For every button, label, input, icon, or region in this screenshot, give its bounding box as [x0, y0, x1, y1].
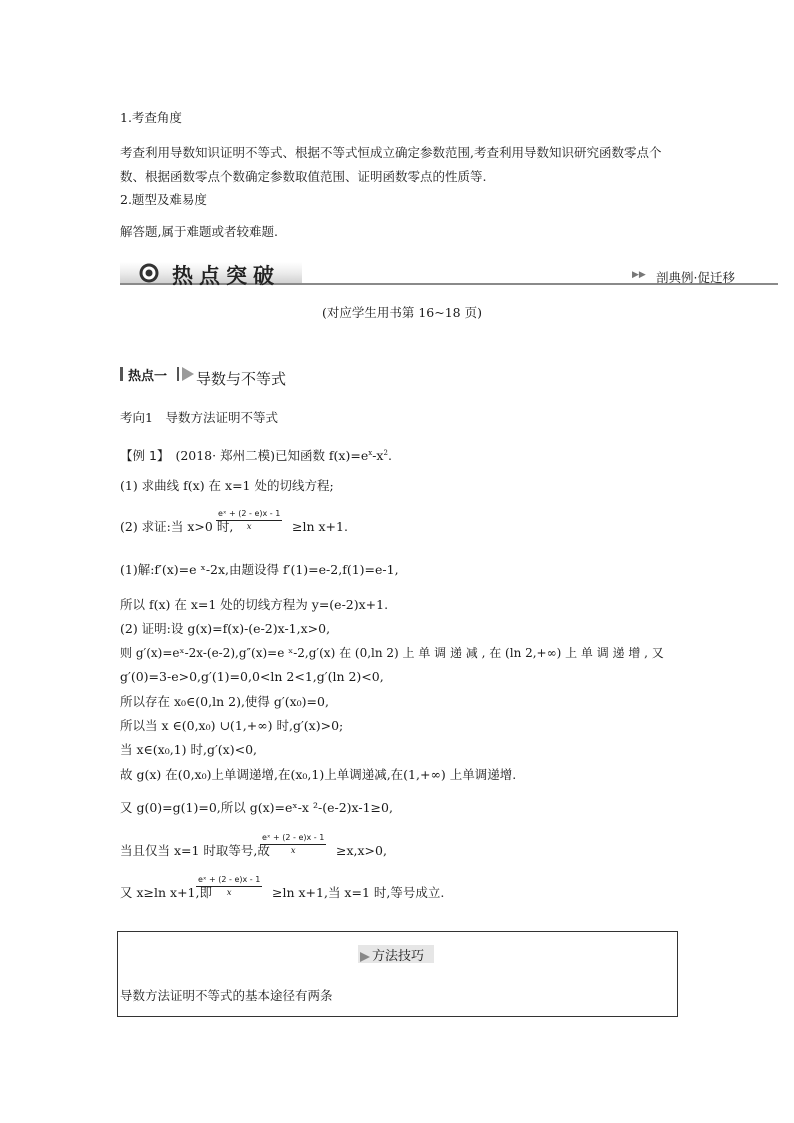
type-paragraph: 解答题,属于难题或者较难题.	[120, 224, 278, 239]
fraction-line-11	[260, 833, 326, 856]
intro-paragraph-line1: 考查利用导数知识证明不等式、根据不等式恒成立确定参数范围,考查利用导数知识研究函数零点个	[120, 145, 662, 160]
fraction-numerator: eˣ + (2 - e)x - 1	[262, 833, 325, 842]
solution-line-1: (1)解:f′(x)=e ˣ-2x,由题设得 f′(1)=e-2,f(1)=e-1,	[120, 562, 399, 577]
fraction-denominator: x	[246, 522, 252, 532]
intro-paragraph-line2: 数、根据函数零点个数确定参数取值范围、证明函数零点的性质等.	[120, 169, 487, 184]
solution-line-12-post: ≥ln x+1,当 x=1 时,等号成立.	[272, 885, 445, 900]
solution-line-6: 所以存在 x₀∈(0,ln 2),使得 g′(x₀)=0,	[120, 694, 329, 709]
method-tag-label: 方法技巧	[372, 949, 425, 964]
fraction-line-12	[196, 875, 262, 898]
example-source: (2018· 郑州二模)	[175, 448, 275, 464]
banner-subtitle: 剖典例·促迁移	[656, 270, 735, 285]
hotspot-badge: 热点一	[128, 369, 168, 384]
fraction-denominator: x	[226, 888, 232, 898]
fraction-bar	[196, 886, 262, 887]
exp-sup: x	[368, 449, 373, 457]
badge-bar	[120, 367, 123, 381]
question-1: (1) 求曲线 f(x) 在 x=1 处的切线方程;	[120, 478, 334, 493]
exam-direction: 考向1 导数方法证明不等式	[120, 410, 278, 425]
double-arrow-icon: ▶▶	[632, 270, 646, 280]
example-label: 【例 1】	[120, 448, 170, 464]
method-box	[117, 931, 678, 1017]
method-text: 导数方法证明不等式的基本途径有两条	[120, 988, 333, 1003]
solution-line-4: 则 g′(x)=eˣ-2x-(e-2),g″(x)=e ˣ-2,g′(x) 在 (0,ln 2) 上 单 调 递 减 , 在 (ln 2,+∞) 上 单 调 递 增 , 又	[120, 646, 664, 660]
fraction-q2	[216, 509, 282, 532]
fraction-denominator: x	[290, 846, 296, 856]
section-heading-angle: 1.考查角度	[120, 110, 182, 125]
play-arrow-icon	[177, 366, 195, 382]
fraction-bar	[216, 520, 282, 521]
section-heading-type: 2.题型及难易度	[120, 192, 207, 207]
fraction-bar	[260, 844, 326, 845]
page-reference: (对应学生用书第 16~18 页)	[322, 305, 482, 320]
solution-line-9: 故 g(x) 在(0,x₀)上单调递增,在(x₀,1)上单调递减,在(1,+∞) 上单调递增.	[120, 767, 517, 782]
question-2-pre: (2) 求证:当 x>0 时,	[120, 519, 234, 534]
hotspot-title: 导数与不等式	[196, 370, 287, 388]
solution-line-3: (2) 证明:设 g(x)=f(x)-(e-2)x-1,x>0,	[120, 621, 331, 636]
solution-line-10: 又 g(0)=g(1)=0,所以 g(x)=eˣ-x ²-(e-2)x-1≥0,	[120, 800, 393, 815]
fraction-numerator: eˣ + (2 - e)x - 1	[218, 509, 281, 518]
example-stem-text: 已知函数 f(x)=e	[274, 448, 369, 464]
question-2-post: ≥ln x+1.	[292, 519, 348, 534]
banner-title: 热点突破	[172, 264, 280, 288]
solution-line-8: 当 x∈(x₀,1) 时,g′(x)<0,	[120, 742, 258, 757]
example-stem	[120, 445, 392, 464]
solution-line-7: 所以当 x ∈(0,x₀) ∪(1,+∞) 时,g′(x)>0;	[120, 718, 344, 733]
target-icon	[138, 262, 160, 284]
solution-line-5: g′(0)=3-e>0,g′(1)=0,0<ln 2<1,g′(ln 2)<0,	[120, 669, 384, 684]
exp-sup-2: 2	[383, 449, 388, 457]
solution-line-2: 所以 f(x) 在 x=1 处的切线方程为 y=(e-2)x+1.	[120, 597, 389, 612]
fraction-numerator: eˣ + (2 - e)x - 1	[198, 875, 261, 884]
solution-line-11-pre: 当且仅当 x=1 时取等号,故	[120, 843, 270, 858]
solution-line-11-post: ≥x,x>0,	[336, 843, 387, 858]
example-stem-end: .	[387, 448, 392, 464]
play-arrow-icon	[359, 948, 371, 960]
example-stem-text-2: -x	[372, 448, 384, 464]
solution-line-12-pre: 又 x≥ln x+1,即	[120, 885, 212, 900]
